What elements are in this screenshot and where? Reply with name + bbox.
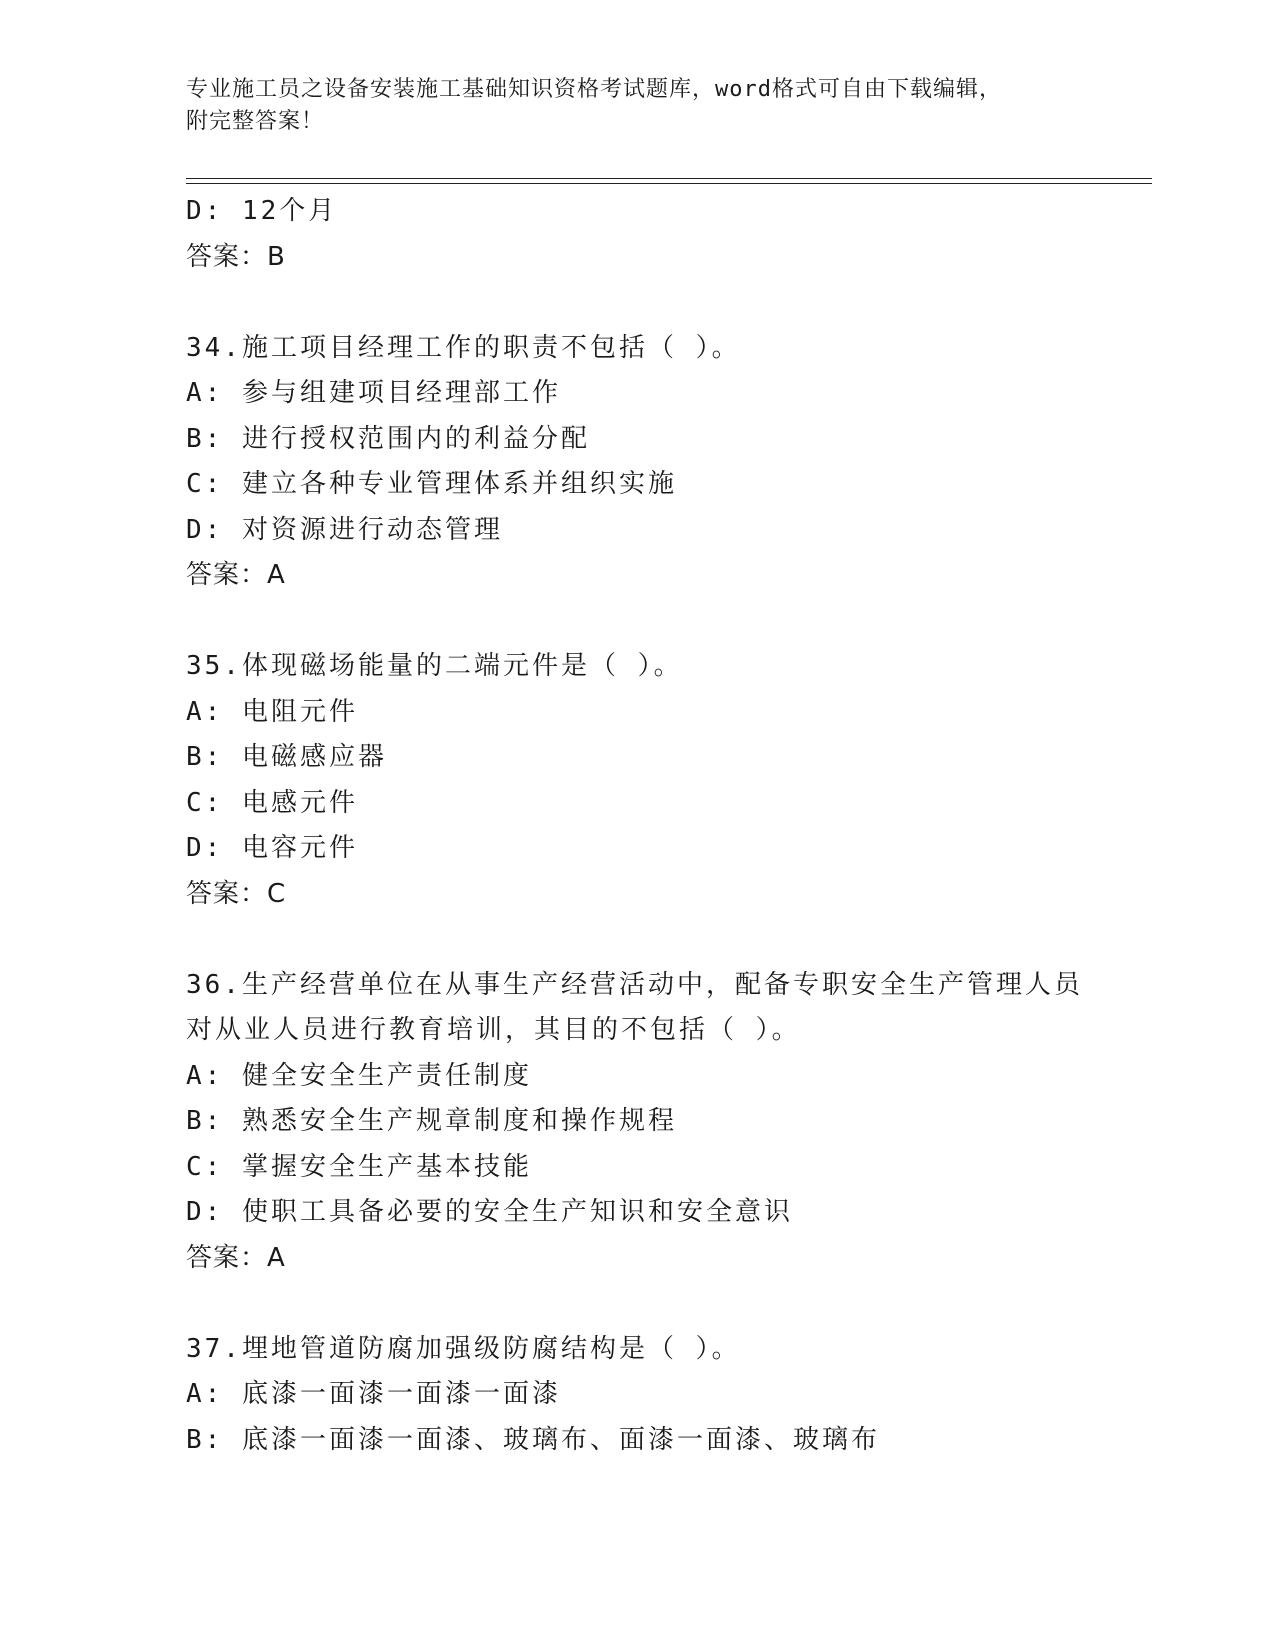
question-stem: 37.埋地管道防腐加强级防腐结构是（ ）。 bbox=[186, 1333, 741, 1364]
spacer bbox=[186, 280, 1146, 326]
option-b: B: 熟悉安全生产规章制度和操作规程 bbox=[186, 1106, 677, 1136]
answer: 答案：A bbox=[186, 560, 286, 590]
question-list bbox=[186, 189, 1146, 1463]
spacer bbox=[186, 1281, 1146, 1327]
question-36 bbox=[186, 963, 1146, 1282]
spacer bbox=[186, 917, 1146, 963]
question-stem-line-1: 36.生产经营单位在从事生产经营活动中，配备专职安全生产管理人员 bbox=[186, 969, 1083, 1000]
option-c: C: 掌握安全生产基本技能 bbox=[186, 1151, 532, 1182]
option-b: B: 电磁感应器 bbox=[186, 742, 387, 772]
option-a: A: 健全安全生产责任制度 bbox=[186, 1060, 532, 1091]
option-d: D: 12个月 bbox=[186, 196, 338, 226]
header-line-2: 附完整答案！ bbox=[186, 109, 325, 134]
question-stem: 34.施工项目经理工作的职责不包括（ ）。 bbox=[186, 332, 741, 363]
option-d: D: 电容元件 bbox=[186, 833, 358, 863]
answer: 答案：B bbox=[186, 241, 286, 272]
question-stem: 35.体现磁场能量的二端元件是（ ）。 bbox=[186, 651, 683, 681]
previous-question-tail bbox=[186, 189, 1146, 280]
header-divider-top bbox=[186, 178, 1152, 179]
header-line-1: 专业施工员之设备安装施工基础知识资格考试题库，word格式可自由下载编辑， bbox=[186, 77, 1002, 102]
answer: 答案：A bbox=[186, 1242, 286, 1273]
option-c: C: 建立各种专业管理体系并组织实施 bbox=[186, 469, 677, 499]
option-d: D: 对资源进行动态管理 bbox=[186, 514, 503, 545]
option-b: B: 底漆一面漆一面漆、玻璃布、面漆一面漆、玻璃布 bbox=[186, 1424, 880, 1455]
question-stem-line-2: 对从业人员进行教育培训，其目的不包括（ ）。 bbox=[186, 1015, 801, 1045]
option-c: C: 电感元件 bbox=[186, 787, 358, 818]
question-35 bbox=[186, 644, 1146, 917]
option-b: B: 进行授权范围内的利益分配 bbox=[186, 423, 590, 454]
question-34 bbox=[186, 326, 1146, 599]
option-a: A: 电阻元件 bbox=[186, 696, 358, 727]
header-divider-bottom bbox=[186, 183, 1152, 184]
option-a: A: 参与组建项目经理部工作 bbox=[186, 378, 561, 408]
spacer bbox=[186, 599, 1146, 645]
option-a: A: 底漆一面漆一面漆一面漆 bbox=[186, 1379, 561, 1409]
question-37 bbox=[186, 1327, 1146, 1464]
answer: 答案：C bbox=[186, 878, 287, 909]
option-d: D: 使职工具备必要的安全生产知识和安全意识 bbox=[186, 1197, 793, 1227]
document-header bbox=[186, 74, 1086, 138]
